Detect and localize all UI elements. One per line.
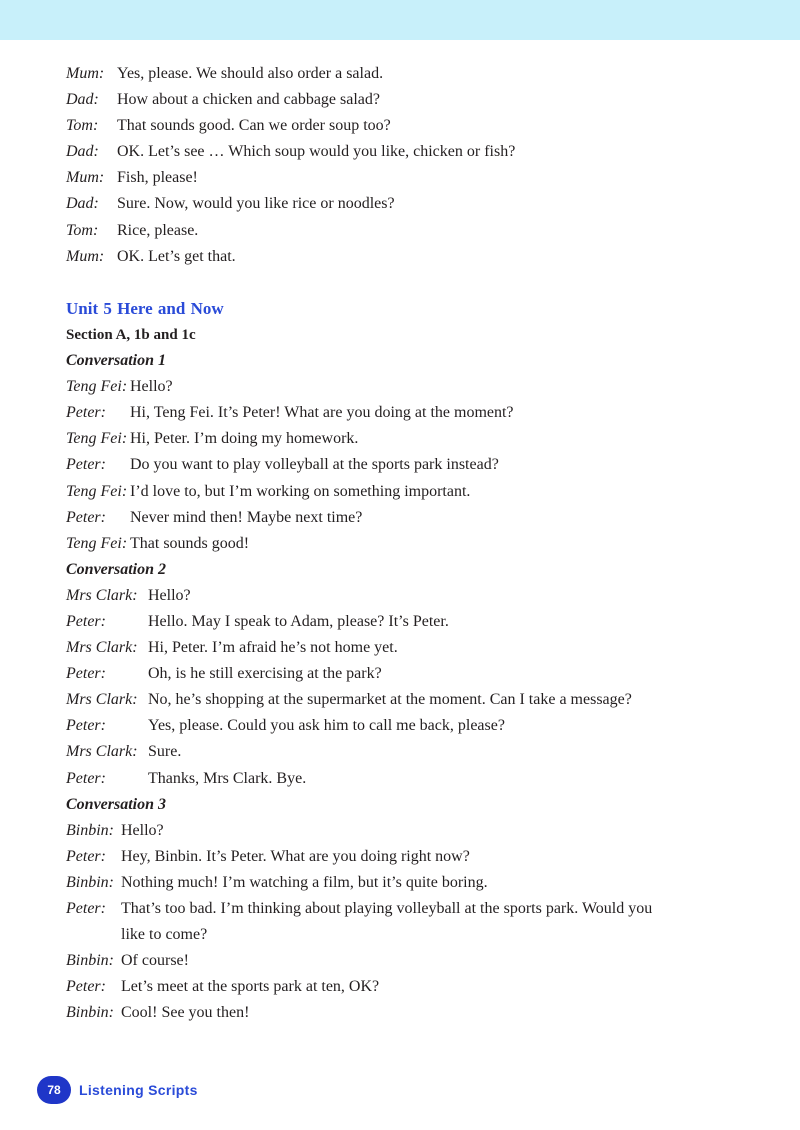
line-text: Sure. Now, would you like rice or noodles? <box>117 195 395 213</box>
dialogue-line-continuation <box>66 922 746 948</box>
section-heading: Section A, 1b and 1c <box>66 326 196 343</box>
line-text: Hello? <box>130 378 173 396</box>
top-color-band <box>0 0 800 40</box>
dialogue-line <box>66 661 746 687</box>
speaker-name: Mrs Clark: <box>66 743 138 761</box>
dialogue-line <box>66 713 746 739</box>
unit-heading: Unit 5 Here and Now <box>66 298 224 318</box>
dialogue-line <box>66 374 746 400</box>
line-text: Hello? <box>148 586 191 604</box>
line-text: Hey, Binbin. It’s Peter. What are you doing right now? <box>121 847 470 865</box>
dialogue-line <box>66 844 746 870</box>
speaker-name: Dad: <box>66 195 99 213</box>
speaker-name: Peter: <box>66 978 106 996</box>
speaker-name: Teng Fei: <box>66 534 128 552</box>
dialogue-line <box>66 635 746 661</box>
line-text: Of course! <box>121 952 189 970</box>
line-text: That sounds good! <box>130 534 250 552</box>
speaker-name: Mum: <box>66 247 105 265</box>
speaker-name: Tom: <box>66 221 99 239</box>
line-text: like to come? <box>121 926 208 944</box>
dialogue-line <box>66 766 746 792</box>
line-text: Hi, Peter. I’m afraid he’s not home yet. <box>148 639 398 657</box>
line-text: I’d love to, but I’m working on something important. <box>130 482 471 500</box>
dialogue-line <box>66 218 746 244</box>
dialogue-line <box>66 583 746 609</box>
spacer <box>66 270 746 296</box>
page-number-badge: 78 <box>37 1076 71 1104</box>
line-text: That’s too bad. I’m thinking about playing volleyball at the sports park. Would you <box>121 900 653 917</box>
line-text: Thanks, Mrs Clark. Bye. <box>148 769 307 787</box>
speaker-name: Peter: <box>66 847 106 865</box>
dialogue-line <box>66 505 746 531</box>
speaker-name: Dad: <box>66 91 99 109</box>
speaker-name: Mum: <box>66 169 105 187</box>
line-text: No, he’s shopping at the supermarket at the moment. Can I take a message? <box>148 691 632 709</box>
speaker-name: Binbin: <box>66 873 114 891</box>
line-text: That sounds good. Can we order soup too? <box>117 117 391 135</box>
line-text: Rice, please. <box>117 221 199 239</box>
conversation-heading: Conversation 1 <box>66 352 167 370</box>
dialogue-line <box>66 165 746 191</box>
speaker-name: Peter: <box>66 612 106 630</box>
line-text: Oh, is he still exercising at the park? <box>148 665 382 683</box>
speaker-name: Binbin: <box>66 952 114 970</box>
speaker-name: Peter: <box>66 900 106 917</box>
speaker-name: Peter: <box>66 717 106 735</box>
line-text: Hello? <box>121 821 164 839</box>
line-text: Never mind then! Maybe next time? <box>130 508 363 526</box>
line-text: Yes, please. We should also order a salad. <box>117 65 384 82</box>
dialogue-line <box>66 896 746 922</box>
dialogue-line <box>66 687 746 713</box>
dialogue-line <box>66 948 746 974</box>
line-text: How about a chicken and cabbage salad? <box>117 91 380 109</box>
dialogue-line <box>66 818 746 844</box>
page-content <box>66 61 746 1026</box>
line-text: Do you want to play volleyball at the sports park instead? <box>130 456 499 474</box>
line-text: Nothing much! I’m watching a film, but it’s quite boring. <box>121 873 488 891</box>
line-text: Hi, Teng Fei. It’s Peter! What are you doing at the moment? <box>130 404 514 422</box>
conversation-heading: Conversation 2 <box>66 560 167 578</box>
dialogue-line <box>66 1000 746 1026</box>
line-text: Cool! See you then! <box>121 1004 250 1022</box>
line-text: OK. Let’s see … Which soup would you like, chicken or fish? <box>117 143 516 161</box>
line-text: Let’s meet at the sports park at ten, OK? <box>121 978 380 996</box>
speaker-name: Mrs Clark: <box>66 586 138 604</box>
footer-section-label: Listening Scripts <box>79 1082 198 1098</box>
speaker-name: Binbin: <box>66 1004 114 1022</box>
dialogue-line <box>66 87 746 113</box>
dialogue-line <box>66 479 746 505</box>
dialogue-line <box>66 974 746 1000</box>
line-text: Hello. May I speak to Adam, please? It’s Peter. <box>148 612 449 630</box>
line-text: OK. Let’s get that. <box>117 247 236 265</box>
conversation-heading: Conversation 3 <box>66 795 167 813</box>
dialogue-line <box>66 452 746 478</box>
conversation-1 <box>66 374 746 557</box>
line-text: Yes, please. Could you ask him to call me back, please? <box>148 717 505 735</box>
line-text: Fish, please! <box>117 169 198 187</box>
dialogue-line <box>66 244 746 270</box>
speaker-name: Tom: <box>66 117 99 135</box>
conversation-3 <box>66 818 746 1027</box>
speaker-name: Peter: <box>66 665 106 683</box>
speaker-name: Mrs Clark: <box>66 691 138 709</box>
speaker-name: Peter: <box>66 508 106 526</box>
speaker-name: Teng Fei: <box>66 482 128 500</box>
dialogue-line <box>66 191 746 217</box>
line-text: Sure. <box>148 743 182 761</box>
page-footer <box>37 1075 198 1105</box>
speaker-name: Teng Fei: <box>66 430 128 448</box>
speaker-name: Binbin: <box>66 821 114 839</box>
dialogue-line <box>66 61 746 87</box>
speaker-name: Mum: <box>66 65 105 82</box>
dialogue-line <box>66 426 746 452</box>
speaker-name: Peter: <box>66 456 106 474</box>
speaker-name: Mrs Clark: <box>66 639 138 657</box>
speaker-name: Dad: <box>66 143 99 161</box>
dialogue-line <box>66 609 746 635</box>
dialogue-line <box>66 870 746 896</box>
previous-dialogue <box>66 61 746 270</box>
dialogue-line <box>66 113 746 139</box>
dialogue-line <box>66 739 746 765</box>
dialogue-line <box>66 400 746 426</box>
line-text: Hi, Peter. I’m doing my homework. <box>130 430 359 448</box>
dialogue-line <box>66 139 746 165</box>
speaker-name: Teng Fei: <box>66 378 128 396</box>
conversation-2 <box>66 583 746 792</box>
speaker-name: Peter: <box>66 404 106 422</box>
dialogue-line <box>66 531 746 557</box>
speaker-name: Peter: <box>66 769 106 787</box>
